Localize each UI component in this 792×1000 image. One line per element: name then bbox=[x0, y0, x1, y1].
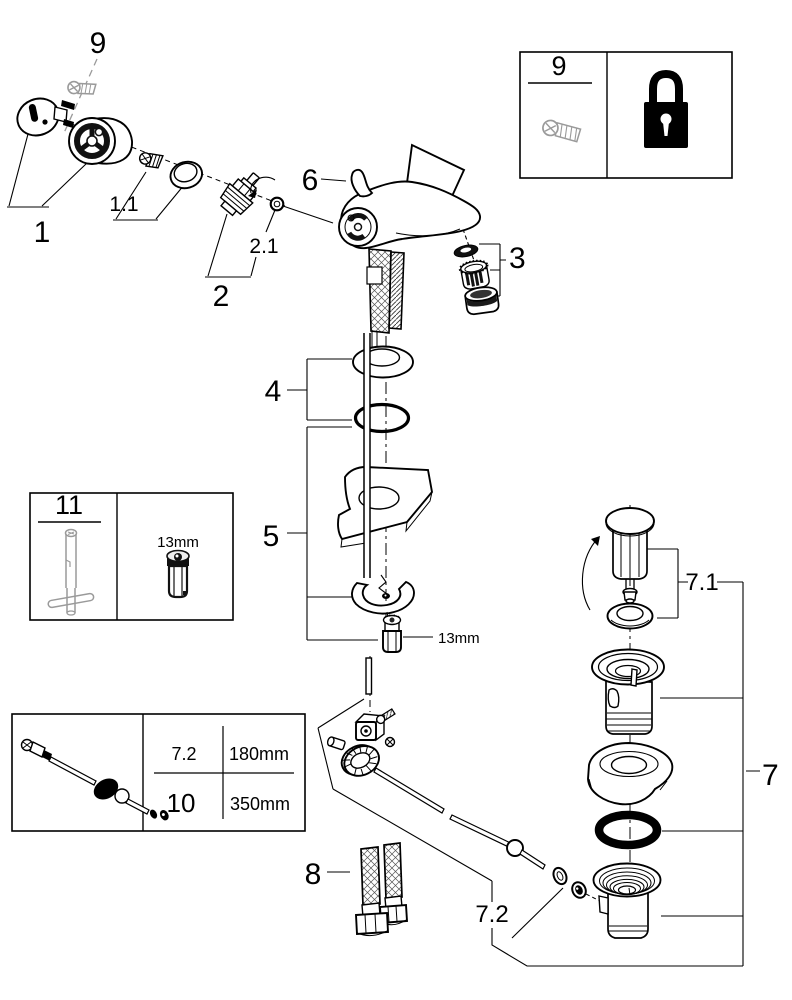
table-length-350: 350mm bbox=[229, 794, 291, 814]
callout-7-1-label: 7.1 bbox=[685, 569, 719, 596]
drain-lower-body bbox=[594, 864, 661, 939]
clamp-screw-bottom bbox=[386, 738, 395, 747]
nut-size-text: 13mm bbox=[438, 630, 480, 647]
callout-7-2-label: 7.2 bbox=[475, 901, 509, 928]
callout-6-line bbox=[321, 179, 346, 181]
drain-oring bbox=[599, 815, 657, 845]
faucet-body bbox=[339, 145, 480, 248]
plug-seal-ring bbox=[608, 604, 653, 629]
wedge-gasket bbox=[588, 743, 672, 804]
table-length-180: 180mm bbox=[228, 744, 290, 764]
rod-oring-2 bbox=[570, 880, 589, 900]
mounting-rod bbox=[364, 333, 370, 578]
callout-2-1-label: 2.1 bbox=[249, 235, 279, 258]
hose-left bbox=[356, 847, 388, 936]
plug-rotation-arrow bbox=[582, 536, 600, 610]
aerator-shell bbox=[464, 285, 499, 315]
cartridge bbox=[215, 166, 268, 221]
drain-side-tab bbox=[599, 896, 608, 914]
axis-connector bbox=[283, 206, 333, 223]
handle-cone bbox=[69, 118, 132, 164]
callout-1-1-label: 1.1 bbox=[109, 193, 139, 216]
drain-plug bbox=[606, 508, 654, 603]
legend-lock-number: 9 bbox=[551, 51, 567, 81]
clamp-screw-top bbox=[375, 708, 395, 725]
flange-pin bbox=[631, 669, 637, 686]
table-part-10: 10 bbox=[166, 788, 196, 818]
mounting-nut-13mm bbox=[383, 615, 401, 653]
callout-9-label: 9 bbox=[89, 27, 107, 60]
callout-1-label: 1 bbox=[33, 216, 51, 249]
aerator-washer bbox=[453, 243, 479, 259]
table-part-7-2: 7.2 bbox=[171, 744, 197, 764]
callout-4-label: 4 bbox=[264, 375, 282, 408]
hose-clip bbox=[367, 267, 382, 284]
threaded-shank bbox=[389, 252, 404, 329]
handle-cap bbox=[12, 92, 75, 141]
drain-flange bbox=[592, 650, 664, 735]
aerator-insert bbox=[459, 259, 491, 290]
shank-assembly bbox=[367, 249, 404, 350]
lever-pin bbox=[351, 170, 372, 197]
pullrod-clamp-block bbox=[327, 708, 396, 782]
callout-4-lines bbox=[287, 359, 352, 420]
clamp-pin bbox=[327, 736, 346, 750]
rod-segment bbox=[366, 658, 372, 694]
callout-7-label: 7 bbox=[762, 759, 779, 792]
callout-5-label: 5 bbox=[262, 520, 280, 553]
rod-oring-1 bbox=[551, 866, 569, 886]
handle-hub-pin bbox=[95, 128, 102, 135]
callout-7-2-lines bbox=[318, 699, 563, 938]
handle-screw bbox=[138, 149, 163, 170]
socket-nut-icon bbox=[167, 551, 189, 598]
callout-2-label: 2 bbox=[212, 280, 230, 313]
mounting-wedge bbox=[338, 467, 432, 547]
callout-6-label: 6 bbox=[301, 164, 319, 197]
legend-tool-number: 11 bbox=[54, 490, 84, 520]
callout-3-label: 3 bbox=[509, 242, 526, 275]
handle-ring bbox=[167, 158, 205, 192]
base-ring bbox=[353, 347, 413, 378]
callout-8-label: 8 bbox=[304, 858, 322, 891]
legend-tool-size: 13mm bbox=[157, 534, 199, 551]
mounting-clamp bbox=[352, 575, 414, 617]
flex-hoses bbox=[356, 843, 407, 936]
braided-hose-top bbox=[369, 249, 391, 333]
flange-side-slot bbox=[608, 689, 619, 708]
cartridge-oring bbox=[271, 198, 284, 211]
